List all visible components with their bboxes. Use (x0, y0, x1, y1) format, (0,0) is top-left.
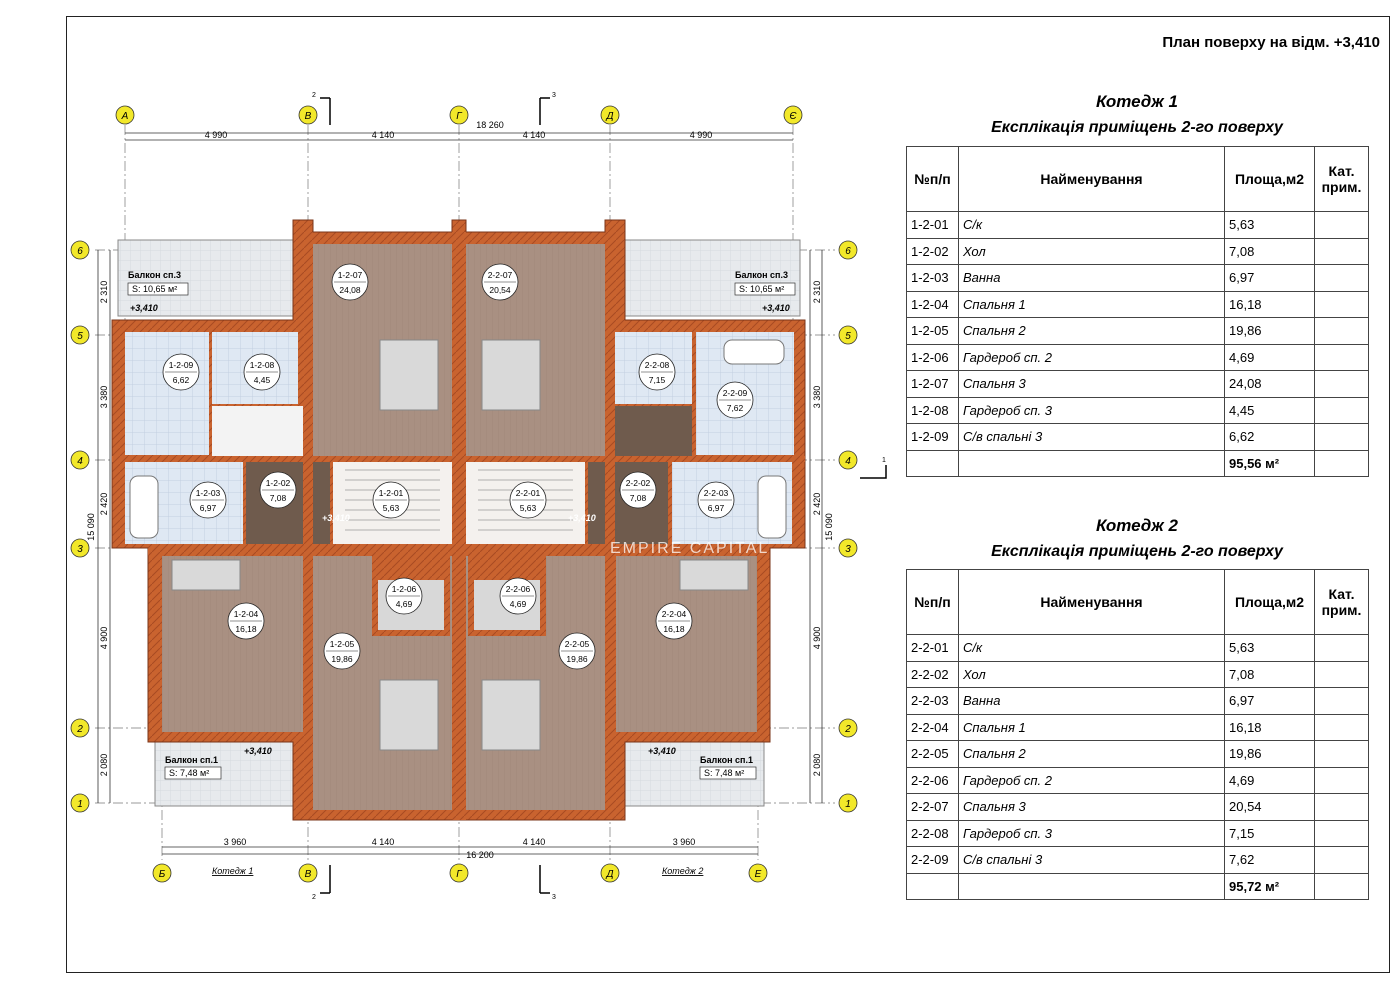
section-number: 3 (552, 92, 556, 99)
room-marker (386, 578, 422, 614)
axis-bubble (116, 106, 134, 124)
room-marker (260, 472, 296, 508)
axis-bubble (71, 719, 89, 737)
cottage2-label: Котедж 2 (662, 866, 704, 876)
room-area: 4,69 (1225, 344, 1315, 371)
dimension-value: 3 380 (99, 385, 109, 409)
balcony-area: S: 7,48 м² (704, 768, 745, 778)
col-area-header: Площа,м2 (1225, 147, 1315, 212)
axis-label: В (304, 111, 312, 122)
interior-wall (303, 244, 313, 810)
axis-label: 3 (77, 544, 83, 555)
room-cat (1315, 820, 1369, 847)
room-marker (510, 482, 546, 518)
axis-bubble (299, 106, 317, 124)
interior-wall (112, 456, 805, 462)
axis-label: 1 (77, 799, 83, 810)
table-row (907, 794, 1369, 821)
room-cat (1315, 344, 1369, 371)
room-area: 20,54 (489, 285, 511, 295)
table-row (907, 767, 1369, 794)
room-code: 2-2-09 (722, 388, 748, 398)
cottage2-room-table (906, 569, 1369, 900)
room-floor (125, 332, 209, 455)
room-code: 2-2-08 (644, 360, 670, 370)
room-area: 7,08 (269, 493, 287, 503)
dimension-value: 4 990 (689, 130, 713, 140)
balcony-area: S: 10,65 м² (132, 284, 178, 294)
axis-bubble (450, 106, 468, 124)
dimension-value: 4 900 (99, 626, 109, 650)
room-area: 5,63 (1225, 635, 1315, 662)
room-cat (1315, 635, 1369, 662)
dimension-value: 2 420 (99, 492, 109, 516)
room-num: 2-2-09 (907, 847, 959, 874)
table-row (907, 212, 1369, 239)
table-row (907, 318, 1369, 345)
cottage1-room-table (906, 146, 1369, 477)
room-marker (324, 633, 360, 669)
balcony-name: Балкон сп.1 (165, 755, 218, 765)
room-num: 2-2-07 (907, 794, 959, 821)
table-row (907, 661, 1369, 688)
table-row (907, 424, 1369, 451)
room-num: 1-2-03 (907, 265, 959, 292)
cottage1-subtitle: Експлікація приміщень 2-го поверху (991, 119, 1283, 136)
cottage2-subtitle: Експлікація приміщень 2-го поверху (991, 543, 1283, 560)
room-area: 7,15 (648, 375, 666, 385)
room-name: Спальня 2 (959, 741, 1225, 768)
dimension-value: 3 960 (223, 837, 247, 847)
table-row (907, 371, 1369, 398)
balcony-name: Балкон сп.3 (735, 270, 788, 280)
room-cat (1315, 794, 1369, 821)
axis-label: А (121, 111, 129, 122)
balcony-name: Балкон сп.3 (128, 270, 181, 280)
room-area: 16,18 (235, 624, 257, 634)
room-num: 1-2-04 (907, 291, 959, 318)
room-num: 2-2-04 (907, 714, 959, 741)
section-number: 2 (312, 92, 316, 99)
room-code: 2-2-06 (505, 584, 531, 594)
room-code: 2-2-01 (515, 488, 541, 498)
room-cat (1315, 371, 1369, 398)
table-row (907, 635, 1369, 662)
axis-label: 6 (77, 246, 83, 257)
room-name: С/к (959, 212, 1225, 239)
axis-bubble (839, 794, 857, 812)
party-wall (452, 232, 466, 820)
room-cat (1315, 767, 1369, 794)
room-area: 6,97 (707, 503, 725, 513)
cottage1-label: Котедж 1 (212, 866, 254, 876)
room-name: С/к (959, 635, 1225, 662)
room-area: 19,86 (331, 654, 353, 664)
col-name-header: Найменування (959, 147, 1225, 212)
room-area: 24,08 (339, 285, 361, 295)
cottage1-title: Котедж 1 (1096, 92, 1178, 111)
dimension-value: 15 090 (824, 513, 834, 541)
room-cat (1315, 424, 1369, 451)
col-cat-header: Кат. прим. (1315, 147, 1369, 212)
dimension-value: 3 960 (672, 837, 696, 847)
table-row (907, 397, 1369, 424)
total-area: 95,72 м² (1225, 873, 1315, 900)
dimension-value: 4 140 (522, 130, 546, 140)
room-marker (559, 633, 595, 669)
dimension-value: 4 140 (371, 837, 395, 847)
dimension-value: 18 260 (476, 120, 504, 130)
room-area: 6,97 (1225, 688, 1315, 715)
room-area: 7,62 (1225, 847, 1315, 874)
room-code: 1-2-03 (195, 488, 221, 498)
room-name: Ванна (959, 265, 1225, 292)
axis-bubble (749, 864, 767, 882)
room-marker (656, 603, 692, 639)
axis-bubble (71, 794, 89, 812)
room-marker (244, 354, 280, 390)
section-number: 2 (312, 894, 316, 901)
table-row (907, 688, 1369, 715)
room-num: 2-2-06 (907, 767, 959, 794)
balcony-area: S: 7,48 м² (169, 768, 210, 778)
room-cat (1315, 212, 1369, 239)
level-mark: +3,410 (322, 513, 350, 523)
room-code: 2-2-02 (625, 478, 651, 488)
dimension-value: 2 310 (99, 280, 109, 304)
axis-label: Д (606, 869, 614, 880)
section-number: 1 (882, 457, 886, 464)
room-name: Спальня 1 (959, 291, 1225, 318)
axis-bubble (71, 451, 89, 469)
room-area: 4,69 (395, 599, 413, 609)
room-name: Спальня 3 (959, 794, 1225, 821)
room-cat (1315, 238, 1369, 265)
col-name-header: Найменування (959, 570, 1225, 635)
room-cat (1315, 397, 1369, 424)
room-area: 6,62 (1225, 424, 1315, 451)
room-area: 5,63 (1225, 212, 1315, 239)
dimension-value: 4 140 (371, 130, 395, 140)
cottage1-header (897, 92, 1377, 137)
axis-label: 2 (77, 724, 83, 735)
dimension-value: 2 310 (812, 280, 822, 304)
axis-bubble (450, 864, 468, 882)
table-total-row (907, 873, 1369, 900)
interior-wall (605, 244, 615, 810)
table-row (907, 238, 1369, 265)
room-marker (500, 578, 536, 614)
room-cat (1315, 265, 1369, 292)
room-area: 6,97 (199, 503, 217, 513)
room-cat (1315, 714, 1369, 741)
room-area: 24,08 (1225, 371, 1315, 398)
room-code: 1-2-04 (233, 609, 259, 619)
room-area: 19,86 (566, 654, 588, 664)
axis-label: Г (456, 869, 462, 880)
room-name: Ванна (959, 688, 1225, 715)
room-marker (228, 603, 264, 639)
cottage2-header (897, 516, 1377, 561)
room-area: 7,15 (1225, 820, 1315, 847)
axis-label: Є (789, 111, 797, 122)
table-row (907, 265, 1369, 292)
room-cat (1315, 741, 1369, 768)
room-area: 5,63 (382, 503, 400, 513)
room-name: Гардероб сп. 3 (959, 820, 1225, 847)
room-marker (717, 382, 753, 418)
room-num: 1-2-05 (907, 318, 959, 345)
room-area: 16,18 (663, 624, 685, 634)
room-cat (1315, 318, 1369, 345)
room-area: 4,45 (253, 375, 271, 385)
col-num-header: №п/п (907, 147, 959, 212)
table-total-row (907, 450, 1369, 477)
room-code: 1-2-09 (168, 360, 194, 370)
room-cat (1315, 291, 1369, 318)
room-code: 1-2-08 (249, 360, 275, 370)
room-marker (163, 354, 199, 390)
room-area: 19,86 (1225, 741, 1315, 768)
room-name: Гардероб сп. 3 (959, 397, 1225, 424)
axis-label: 1 (845, 799, 851, 810)
axis-label: Д (606, 111, 614, 122)
room-area: 7,08 (629, 493, 647, 503)
room-name: Гардероб сп. 2 (959, 767, 1225, 794)
room-code: 1-2-05 (329, 639, 355, 649)
room-name: Спальня 3 (959, 371, 1225, 398)
dimension-value: 15 090 (86, 513, 96, 541)
room-num: 1-2-01 (907, 212, 959, 239)
room-area: 16,18 (1225, 291, 1315, 318)
axis-label: Е (754, 869, 762, 880)
room-floor (612, 406, 692, 456)
axis-label: Б (158, 869, 166, 880)
axis-bubble (299, 864, 317, 882)
table-header-row (907, 570, 1369, 635)
dimension-value: 16 200 (466, 850, 494, 860)
axis-label: 6 (845, 246, 851, 257)
dimension-value: 3 380 (812, 385, 822, 409)
table-row (907, 714, 1369, 741)
axis-label: Г (456, 111, 462, 122)
room-area: 4,69 (509, 599, 527, 609)
axis-bubble (839, 326, 857, 344)
room-num: 2-2-02 (907, 661, 959, 688)
room-code: 1-2-07 (337, 270, 363, 280)
room-code: 2-2-04 (661, 609, 687, 619)
level-mark: +3,410 (130, 303, 158, 313)
room-name: С/в спальні 3 (959, 847, 1225, 874)
table-row (907, 820, 1369, 847)
room-marker (190, 482, 226, 518)
level-mark: +3,410 (568, 513, 596, 523)
room-cat (1315, 661, 1369, 688)
room-num: 2-2-01 (907, 635, 959, 662)
room-area: 19,86 (1225, 318, 1315, 345)
room-code: 2-2-05 (564, 639, 590, 649)
axis-bubble (71, 326, 89, 344)
balcony-name: Балкон сп.1 (700, 755, 753, 765)
room-code: 1-2-06 (391, 584, 417, 594)
level-mark: +3,410 (244, 746, 272, 756)
room-area: 7,08 (1225, 238, 1315, 265)
room-marker (373, 482, 409, 518)
col-num-header: №п/п (907, 570, 959, 635)
floor-plan (66, 80, 896, 910)
room-area: 16,18 (1225, 714, 1315, 741)
room-num: 1-2-06 (907, 344, 959, 371)
room-cat (1315, 847, 1369, 874)
room-area: 4,69 (1225, 767, 1315, 794)
axis-bubble (601, 106, 619, 124)
table-row (907, 741, 1369, 768)
level-mark: +3,410 (762, 303, 790, 313)
room-num: 2-2-03 (907, 688, 959, 715)
axis-bubble (601, 864, 619, 882)
dimension-value: 2 080 (812, 753, 822, 777)
axis-bubble (839, 451, 857, 469)
room-code: 2-2-07 (487, 270, 513, 280)
room-name: Хол (959, 661, 1225, 688)
page-title: План поверху на відм. +3,410 (1162, 34, 1380, 51)
dimension-value: 2 420 (812, 492, 822, 516)
room-name: Спальня 1 (959, 714, 1225, 741)
axis-label: 5 (77, 331, 83, 342)
col-cat-header: Кат. прим. (1315, 570, 1369, 635)
room-num: 1-2-09 (907, 424, 959, 451)
room-name: С/в спальні 3 (959, 424, 1225, 451)
balcony-area: S: 10,65 м² (739, 284, 785, 294)
axis-label: 5 (845, 331, 851, 342)
room-marker (698, 482, 734, 518)
room-marker (482, 264, 518, 300)
axis-bubble (153, 864, 171, 882)
axis-label: В (304, 869, 312, 880)
table-row (907, 291, 1369, 318)
axis-label: 3 (845, 544, 851, 555)
axis-bubble (784, 106, 802, 124)
dimension-value: 2 080 (99, 753, 109, 777)
watermark: EMPIRE CAPITAL (610, 540, 770, 557)
room-area: 6,62 (172, 375, 190, 385)
col-area-header: Площа,м2 (1225, 570, 1315, 635)
level-mark: +3,410 (648, 746, 676, 756)
cottage2-title: Котедж 2 (1096, 516, 1178, 535)
room-floor (212, 406, 310, 456)
room-cat (1315, 688, 1369, 715)
dimension-value: 4 990 (204, 130, 228, 140)
room-name: Гардероб сп. 2 (959, 344, 1225, 371)
room-num: 1-2-02 (907, 238, 959, 265)
axis-label: 2 (845, 724, 851, 735)
room-num: 1-2-07 (907, 371, 959, 398)
room-area: 5,63 (519, 503, 537, 513)
room-code: 1-2-01 (378, 488, 404, 498)
room-area: 20,54 (1225, 794, 1315, 821)
axis-label: 4 (845, 456, 851, 467)
table-row (907, 847, 1369, 874)
room-name: Спальня 2 (959, 318, 1225, 345)
axis-bubble (839, 241, 857, 259)
room-marker (332, 264, 368, 300)
axis-bubble (71, 241, 89, 259)
room-marker (639, 354, 675, 390)
room-code: 1-2-02 (265, 478, 291, 488)
room-code: 2-2-03 (703, 488, 729, 498)
dimension-value: 4 140 (522, 837, 546, 847)
axis-label: 4 (77, 456, 83, 467)
room-area: 4,45 (1225, 397, 1315, 424)
axis-bubble (839, 539, 857, 557)
room-marker (620, 472, 656, 508)
room-area: 7,08 (1225, 661, 1315, 688)
total-area: 95,56 м² (1225, 450, 1315, 477)
room-area: 7,62 (726, 403, 744, 413)
section-number: 3 (552, 894, 556, 901)
axis-bubble (839, 719, 857, 737)
room-name: Хол (959, 238, 1225, 265)
room-num: 2-2-08 (907, 820, 959, 847)
room-area: 6,97 (1225, 265, 1315, 292)
table-row (907, 344, 1369, 371)
dimension-value: 4 900 (812, 626, 822, 650)
room-num: 1-2-08 (907, 397, 959, 424)
table-header-row (907, 147, 1369, 212)
room-num: 2-2-05 (907, 741, 959, 768)
